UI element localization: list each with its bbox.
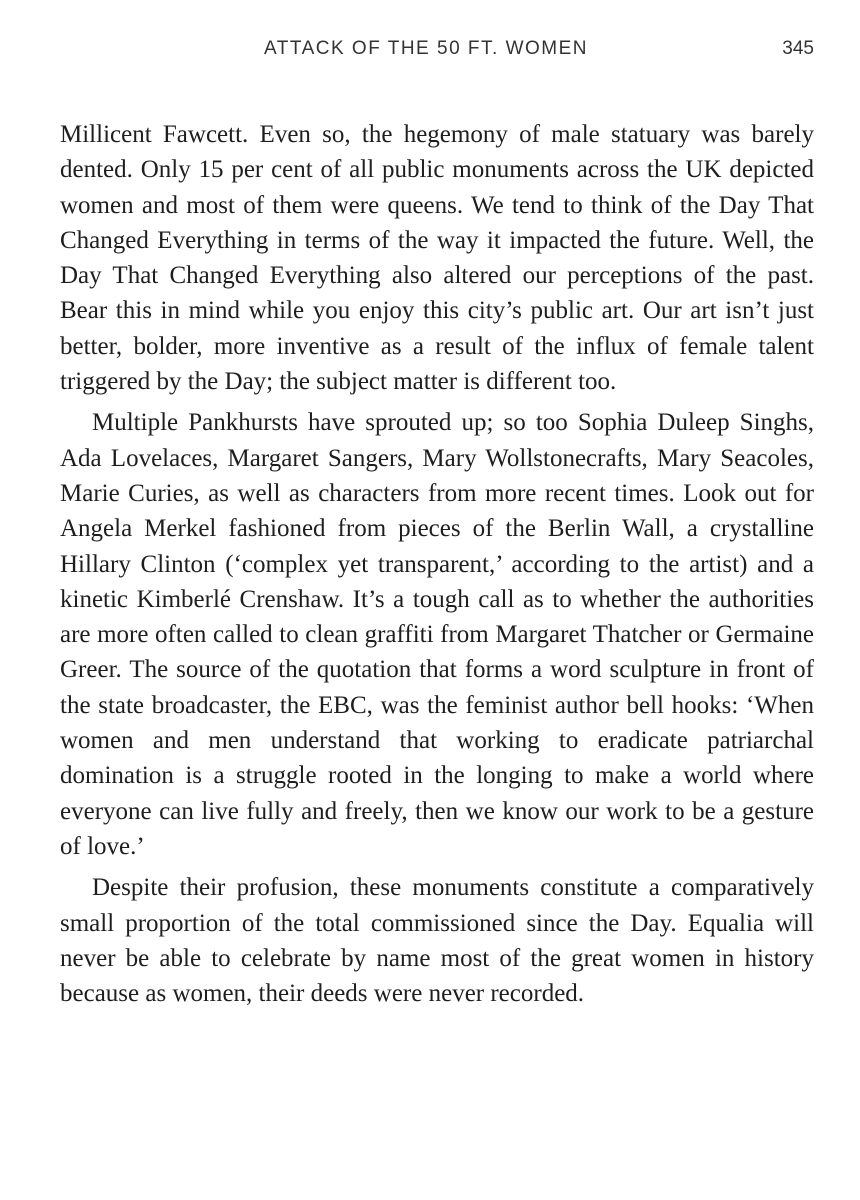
- body-text: [60, 117, 814, 1011]
- paragraph-1: Millicent Fawcett. Even so, the hegemony of male statuary was barely dented. Only 15 per cent of all public monuments across the UK depicted women and most of them were queens. We tend to think of the Day That Changed Everything in terms of the way it impacted the future. Well, the Day That Changed Everything also altered our perceptions of the past. Bear this in mind while you enjoy this city’s public art. Our art isn’t just better, bolder, more inventive as a result of the influx of female talent triggered by the Day; the subject matter is different too.: [60, 121, 814, 396]
- paragraph-2: Multiple Pankhursts have sprouted up; so too Sophia Duleep Singhs, Ada Lovelaces, Margaret Sangers, Mary Wollstonecrafts, Mary Seacoles, Marie Curies, as well as characters from more recent times. Look out for Angela Merkel fashioned from pieces of the Berlin Wall, a crystalline Hillary Clinton (‘complex yet transparent,’ according to the artist) and a kinetic Kimberlé Crenshaw. It’s a tough call as to whether the authorities are more often called to clean graffiti from Margaret Thatcher or Germaine Greer. The source of the quotation that forms a word sculpture in front of the state broadcaster, the EBC, was the feminist author bell hooks: ‘When women and men understand that working to eradicate patriarchal domination is a struggle rooted in the longing to make a world where everyone can live fully and freely, then we know our work to be a gesture of love.’: [60, 409, 814, 860]
- running-title: ATTACK OF THE 50 FT. WOMEN: [264, 38, 589, 59]
- paragraph-3: Despite their profusion, these monuments constitute a comparatively small proportion of the total commissioned since the Day. Equalia will never be able to celebrate by name most of the great women in history because as women, their deeds were never recorded.: [60, 874, 814, 1008]
- page-number: 345: [782, 38, 814, 59]
- running-header: [0, 38, 860, 68]
